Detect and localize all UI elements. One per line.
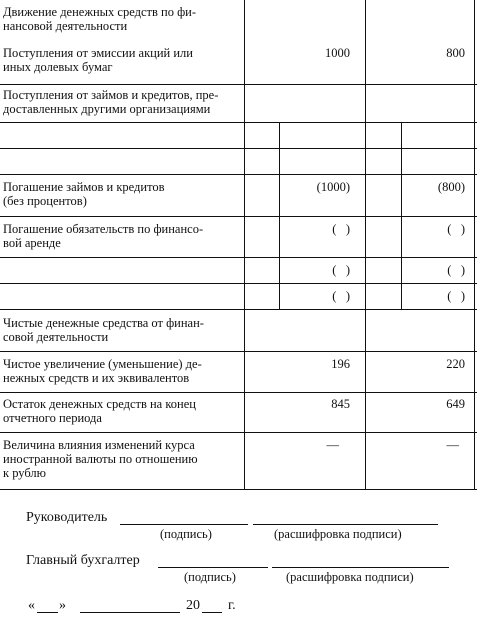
date-quote-open: « xyxy=(28,598,35,613)
value-current: ( ) xyxy=(332,222,350,236)
value-current: 1000 xyxy=(325,46,350,60)
head-sign-line[interactable] xyxy=(120,524,248,525)
column-divider xyxy=(365,0,366,490)
row-divider xyxy=(0,351,477,352)
value-previous: ( ) xyxy=(447,222,465,236)
row-label: Остаток денежных средств на конец отчетного периода xyxy=(3,397,196,425)
row-divider xyxy=(0,489,477,490)
column-divider xyxy=(474,0,475,490)
head-name-line[interactable] xyxy=(253,524,438,525)
row-divider xyxy=(0,216,477,217)
accountant-name-caption: (расшифровка подписи) xyxy=(286,570,414,584)
row-label: Величина влияния изменений курса иностранной валюты по отношению к рублю xyxy=(3,438,198,480)
value-current: — xyxy=(326,438,339,452)
row-label: Поступления от займов и кредитов, пре- доставленных другими организациями xyxy=(3,88,219,116)
row-divider xyxy=(0,174,477,175)
row-label: Погашение обязательств по финансо- вой аренде xyxy=(3,222,204,250)
value-current: 845 xyxy=(331,397,350,411)
date-quote-close: » xyxy=(59,598,66,613)
value-previous: 649 xyxy=(446,397,465,411)
row-label: Поступления от эмиссии акций или иных долевых бумаг xyxy=(3,46,193,74)
value-previous: (800) xyxy=(437,180,465,194)
row-divider xyxy=(0,283,477,284)
head-name-caption: (расшифровка подписи) xyxy=(274,527,402,541)
row-divider xyxy=(0,257,477,258)
row-divider xyxy=(0,432,477,433)
value-current: ( ) xyxy=(332,263,350,277)
value-current: ( ) xyxy=(332,289,350,303)
head-sign-caption: (подпись) xyxy=(160,527,212,541)
value-current: 196 xyxy=(331,357,350,371)
row-label: Чистые денежные средства от финан- совой деятельности xyxy=(3,316,204,344)
accountant-name-line[interactable] xyxy=(272,567,449,568)
row-divider xyxy=(0,122,477,123)
empty-subcolumn-divider xyxy=(401,122,402,309)
date-month-line[interactable] xyxy=(80,612,180,613)
row-label: Чистое увеличение (уменьшение) де- нежных средств и их эквивалентов xyxy=(3,357,202,385)
row-label: Погашение займов и кредитов (без процентов) xyxy=(3,180,165,208)
value-previous: 220 xyxy=(446,357,465,371)
row-divider xyxy=(0,148,477,149)
row-divider xyxy=(0,309,477,310)
value-previous: — xyxy=(446,438,459,452)
date-day-line[interactable] xyxy=(37,612,58,613)
value-previous: ( ) xyxy=(447,289,465,303)
row-divider xyxy=(0,84,477,85)
value-previous: 800 xyxy=(446,46,465,60)
head-label: Руководитель xyxy=(26,510,108,525)
accountant-sign-line[interactable] xyxy=(158,567,268,568)
date-suffix: г. xyxy=(228,598,236,613)
accountant-label: Главный бухгалтер xyxy=(26,553,140,568)
empty-subcolumn-divider xyxy=(279,122,280,309)
value-previous: ( ) xyxy=(447,263,465,277)
accountant-sign-caption: (подпись) xyxy=(184,570,236,584)
date-year-line[interactable] xyxy=(202,612,222,613)
date-year: 20 xyxy=(186,598,200,613)
row-divider xyxy=(0,392,477,393)
row-label: Движение денежных средств по фи- нансовой деятельности xyxy=(3,5,197,33)
value-current: (1000) xyxy=(316,180,350,194)
column-divider xyxy=(244,0,245,490)
